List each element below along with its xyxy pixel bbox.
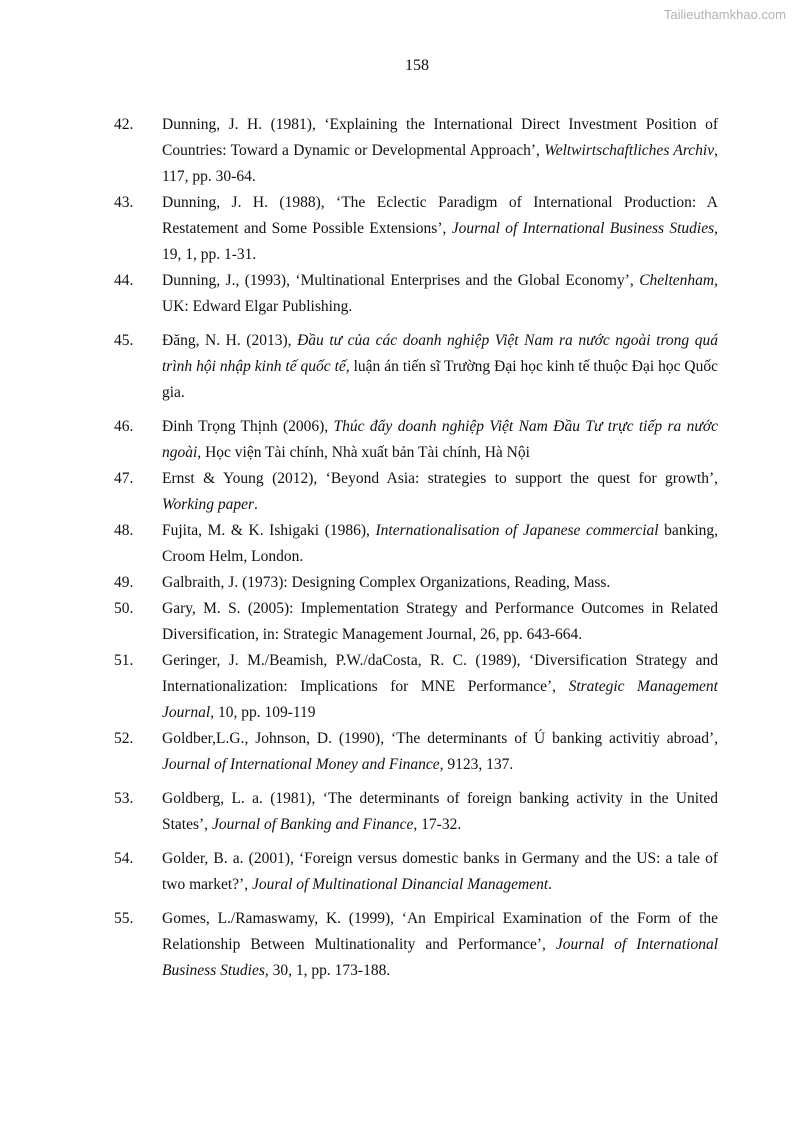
reference-title: Cheltenham — [639, 272, 715, 289]
reference-number: 47. — [114, 470, 134, 487]
reference-number: 54. — [114, 850, 134, 867]
reference-item — [114, 846, 718, 898]
reference-text: Galbraith, J. (1973): Designing Complex Organizations, Reading, Mass. — [162, 574, 611, 591]
reference-number: 53. — [114, 790, 134, 807]
reference-details: , 10, pp. 109-119 — [210, 704, 316, 721]
reference-item — [114, 190, 718, 268]
reference-item — [114, 328, 718, 406]
reference-number: 49. — [114, 574, 134, 591]
reference-text: Đinh Trọng Thịnh (2006), — [162, 418, 334, 435]
reference-number: 55. — [114, 910, 134, 927]
reference-title: Journal of International Business Studies — [451, 220, 715, 237]
reference-item — [114, 596, 718, 648]
reference-number: 43. — [114, 194, 134, 211]
reference-title: Đầu tư của các doanh nghiệp Việt Nam ra nước ngoài trong quá trình hội nhập kinh tế quốc tế, — [162, 332, 718, 375]
reference-details: luận án tiến sĩ Trường Đại học kinh tế thuộc Đại học Quốc gia. — [162, 358, 718, 401]
reference-details: , 117, pp. 30-64. — [162, 142, 718, 185]
reference-title: Strategic Management Journal — [162, 678, 718, 721]
reference-item — [114, 570, 718, 596]
reference-details: 30, 1, pp. 173-188. — [268, 962, 391, 979]
reference-title: Internationalisation of Japanese commercial — [375, 522, 659, 539]
reference-text: Ernst & Young (2012), ‘Beyond Asia: strategies to support the quest for growth’, — [162, 470, 718, 487]
reference-item — [114, 786, 718, 838]
reference-details: . — [254, 496, 258, 513]
reference-item — [114, 414, 718, 466]
reference-item — [114, 268, 718, 320]
page-number: 158 — [405, 57, 429, 74]
reference-text: Đăng, N. H. (2013), — [162, 332, 298, 349]
reference-number: 50. — [114, 600, 134, 617]
reference-number: 45. — [114, 332, 134, 349]
reference-list — [114, 112, 718, 984]
reference-item — [114, 466, 718, 518]
reference-details: , 17-32. — [413, 816, 462, 833]
reference-details: , 19, 1, pp. 1-31. — [162, 220, 718, 263]
reference-text: Gomes, L./Ramaswamy, K. (1999), ‘An Empirical Examination of the Form of the Relationship Between Multinationality and Performance’, — [162, 910, 718, 953]
reference-text: Dunning, J. H. (1988), ‘The Eclectic Paradigm of International Production: A Restatement and Some Possible Extensions’, — [162, 194, 718, 237]
reference-number: 42. — [114, 116, 134, 133]
reference-text: Fujita, M. & K. Ishigaki (1986), — [162, 522, 376, 539]
reference-title: Journal of International Business Studies, — [162, 936, 718, 979]
watermark: Tailieuthamkhao.com — [663, 7, 786, 22]
reference-title: Working paper — [162, 496, 254, 513]
reference-title: Journal of Banking and Finance — [211, 816, 414, 833]
reference-details: 9123, 137. — [443, 756, 514, 773]
reference-text: Dunning, J., (1993), ‘Multinational Enterprises and the Global Economy’, — [162, 272, 640, 289]
reference-number: 46. — [114, 418, 134, 435]
reference-item — [114, 906, 718, 984]
reference-number: 52. — [114, 730, 134, 747]
reference-title: Journal of International Money and Finance, — [162, 756, 444, 773]
reference-title: Joural of Multinational Dinancial Management — [251, 876, 549, 893]
reference-details: . — [548, 876, 553, 893]
reference-title: Weltwirtschaftliches Archiv — [544, 142, 715, 159]
reference-item — [114, 726, 718, 778]
reference-text: Dunning, J. H. (1981), ‘Explaining the International Direct Investment Position of Countries: Toward a Dynamic or Developmental Approach’, — [162, 116, 718, 159]
reference-text: Gary, M. S. (2005): Implementation Strategy and Performance Outcomes in Related Diversification, in: Strategic Management Journal, 26, pp. 643-664. — [162, 600, 718, 643]
reference-details: Học viện Tài chính, Nhà xuất bản Tài chính, Hà Nội — [201, 444, 530, 461]
reference-text: Goldber,L.G., Johnson, D. (1990), ‘The determinants of Ú banking activitiy abroad’, — [162, 730, 718, 747]
reference-details: banking, Croom Helm, London. — [162, 522, 718, 565]
reference-text: Geringer, J. M./Beamish, P.W./daCosta, R. C. (1989), ‘Diversification Strategy and Internationalization: Implications for MNE Performance’, — [162, 652, 718, 695]
reference-item — [114, 112, 718, 190]
reference-number: 48. — [114, 522, 134, 539]
reference-item — [114, 518, 718, 570]
reference-title: Thúc đẩy doanh nghiệp Việt Nam Đầu Tư trực tiếp ra nước ngoài, — [162, 418, 719, 461]
reference-item — [114, 648, 718, 726]
reference-number: 51. — [114, 652, 134, 669]
reference-number: 44. — [114, 272, 134, 289]
reference-text: Golder, B. a. (2001), ‘Foreign versus domestic banks in Germany and the US: a tale of two market?’, — [162, 850, 718, 893]
reference-text: Goldberg, L. a. (1981), ‘The determinants of foreign banking activity in the United States’, — [162, 790, 718, 833]
reference-details: , UK: Edward Elgar Publishing. — [162, 272, 718, 315]
